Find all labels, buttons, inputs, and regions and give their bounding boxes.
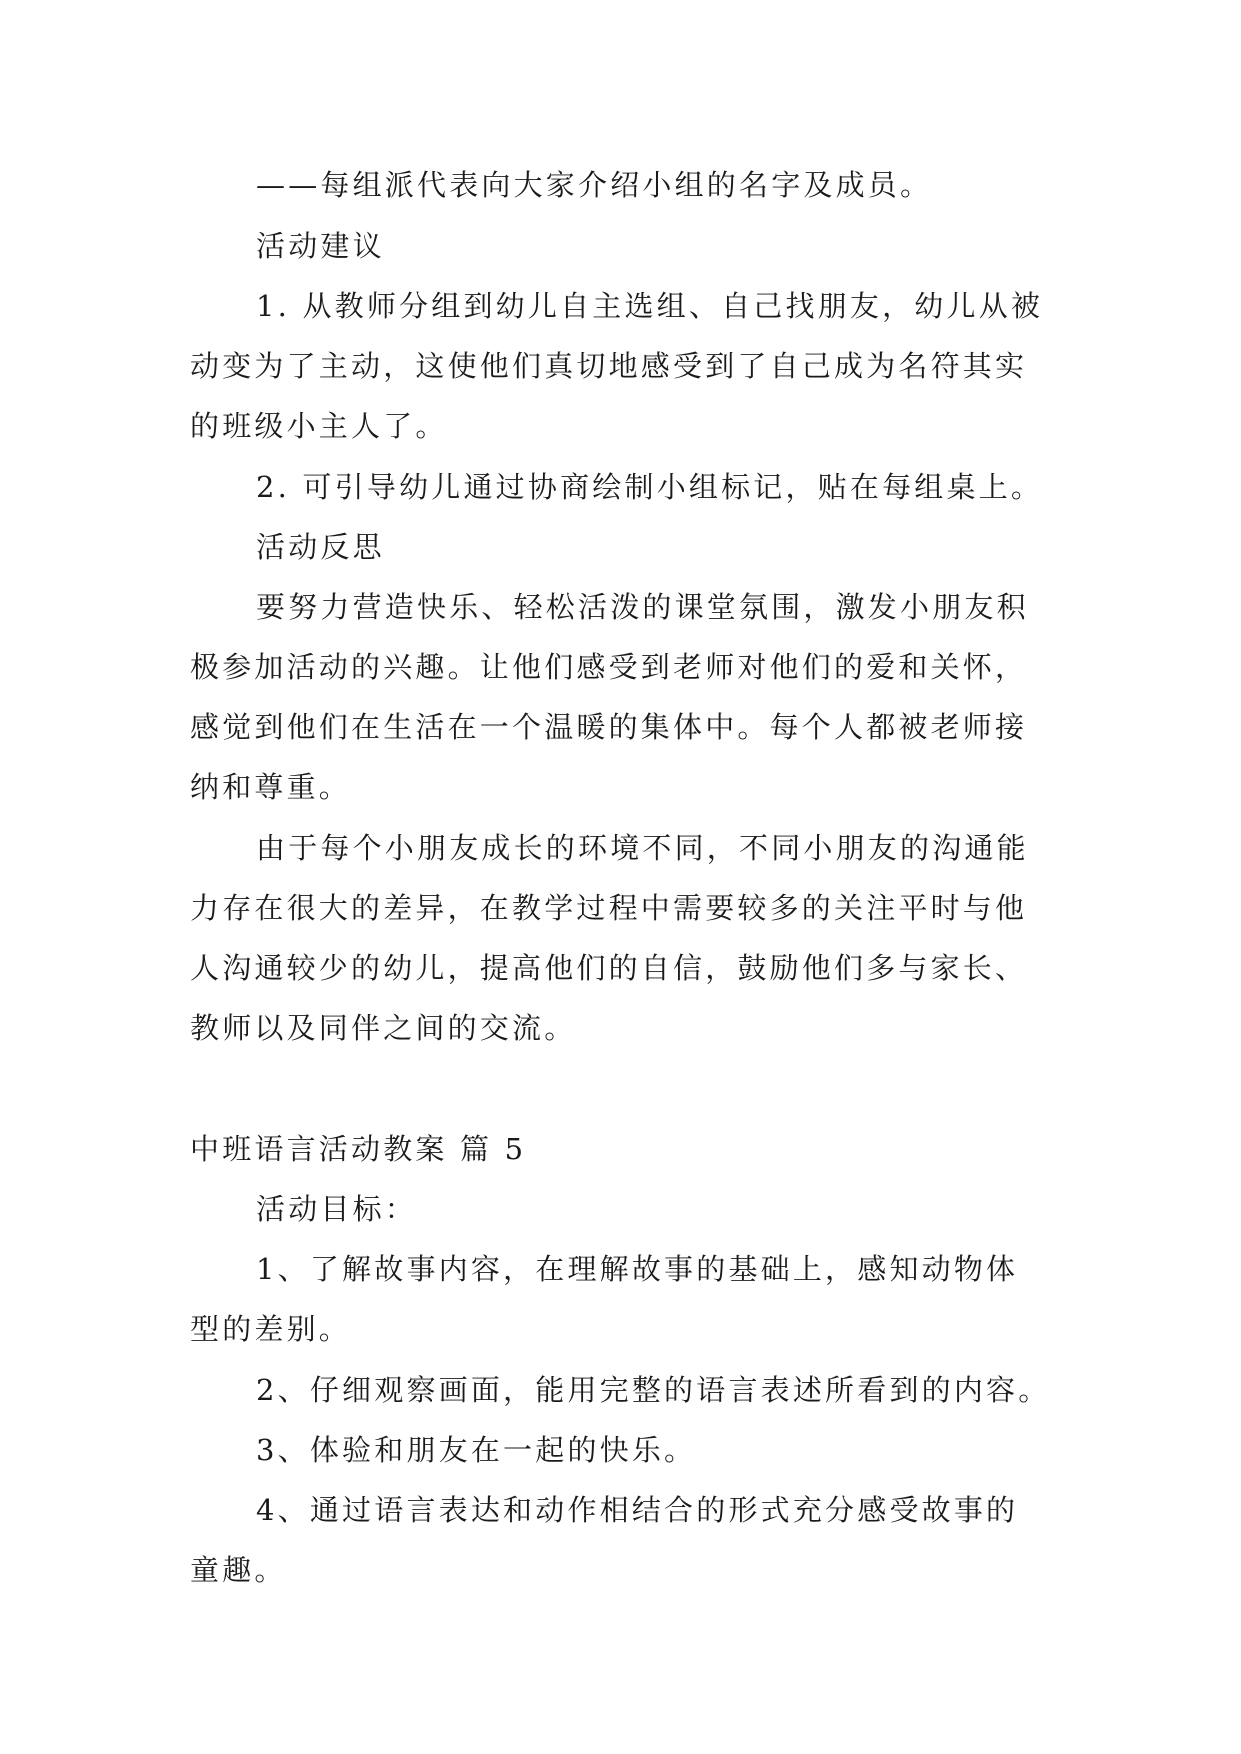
paragraph-line: 纳和尊重。 <box>190 770 352 804</box>
paragraph-line: 童趣。 <box>190 1553 287 1587</box>
section-heading: 活动建议 <box>256 229 385 263</box>
section-heading: 活动反思 <box>256 530 385 564</box>
paragraph-line: 要努力营造快乐、轻松活泼的课堂氛围，激发小朋友积 <box>256 590 1029 624</box>
paragraph-line: 人沟通较少的幼儿，提高他们的自信，鼓励他们多与家长、 <box>190 951 1028 985</box>
paragraph-line: 1、了解故事内容，在理解故事的基础上，感知动物体 <box>256 1252 1019 1286</box>
paragraph-line: 动变为了主动，这使他们真切地感受到了自己成为名符其实 <box>190 349 1028 383</box>
paragraph-line: 3、体验和朋友在一起的快乐。 <box>256 1433 697 1467</box>
paragraph-line: 由于每个小朋友成长的环境不同，不同小朋友的沟通能 <box>256 831 1029 865</box>
paragraph-line: 力存在很大的差异，在教学过程中需要较多的关注平时与他 <box>190 891 1028 925</box>
paragraph-line: 极参加活动的兴趣。让他们感受到老师对他们的爱和关怀， <box>190 650 1028 684</box>
paragraph-line: 2、仔细观察画面，能用完整的语言表述所看到的内容。 <box>256 1373 1051 1407</box>
paragraph-line: 1. 从教师分组到幼儿自主选组、自己找朋友，幼儿从被 <box>256 289 1044 323</box>
paragraph-line: 2. 可引导幼儿通过协商绘制小组标记，贴在每组桌上。 <box>256 470 1044 504</box>
paragraph-line: 4、通过语言表达和动作相结合的形式充分感受故事的 <box>256 1493 1019 1527</box>
paragraph-line: 感觉到他们在生活在一个温暖的集体中。每个人都被老师接 <box>190 710 1028 744</box>
document-title: 中班语言活动教案 篇 5 <box>190 1132 527 1166</box>
paragraph-line: 教师以及同伴之间的交流。 <box>190 1011 577 1045</box>
section-heading: 活动目标： <box>256 1192 418 1226</box>
paragraph-line: 型的差别。 <box>190 1312 352 1346</box>
paragraph-line: 的班级小主人了。 <box>190 409 448 443</box>
paragraph-line: ——每组派代表向大家介绍小组的名字及成员。 <box>256 168 933 202</box>
